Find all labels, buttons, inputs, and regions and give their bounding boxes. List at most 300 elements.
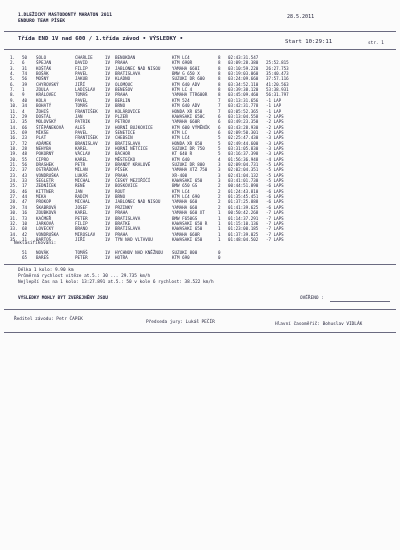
total-time-cell: 03:39:38.120 <box>228 87 259 93</box>
gap-cell: -2 LAPS <box>266 129 284 135</box>
total-time-cell: 03:31:05.830 <box>228 145 259 151</box>
surname-cell: ŠKABROVÁ <box>36 204 57 210</box>
total-time-cell: 03:34:52.110 <box>228 81 259 87</box>
gap-cell: -5 LAPS <box>266 167 284 173</box>
laps-cell: 8 <box>218 76 221 82</box>
nonclassified-label: Neklasifikovani: <box>14 241 57 246</box>
start-number-cell: 37 <box>22 167 28 173</box>
first-name-cell: PAVEL <box>75 97 88 103</box>
laps-cell: 6 <box>218 119 221 125</box>
laps-cell: 5 <box>218 135 221 141</box>
class-cell: 1V <box>105 151 111 157</box>
gap-cell: -2 LAPS <box>266 119 284 125</box>
class-cell: 1V <box>105 140 111 146</box>
gap-cell: -1 LAP <box>266 103 282 109</box>
city-cell: PÍSEK <box>115 167 128 173</box>
city-cell: MĚSTEČKO <box>115 156 136 162</box>
header-rule-bottom <box>4 49 396 50</box>
motorcycle-cell: KTM 690 <box>172 255 190 261</box>
gap-cell: 26:27.753 <box>266 65 289 71</box>
motorcycle-cell: BMW G 650 X <box>172 71 200 77</box>
surname-cell: MÍKŠE <box>36 129 49 135</box>
city-cell: HYCHNOV NAD KNĚŽNOU <box>115 250 163 255</box>
start-number-cell: 16 <box>22 210 28 216</box>
start-number-cell: 39 <box>22 81 28 87</box>
motorcycle-cell: KTM 600 VÝMĚNÍK <box>172 124 210 130</box>
class-cell: 1V <box>105 210 111 216</box>
city-cell: PRZINKY <box>115 204 133 210</box>
surname-cell: KRÁLOVEC <box>36 92 57 98</box>
motorcycle-cell: KTM LC4 690 <box>172 194 200 200</box>
start-number-cell: 31 <box>22 65 28 71</box>
position-cell: 19. <box>10 151 18 157</box>
header-rule-top <box>4 31 396 32</box>
position-cell: 16. <box>10 135 18 141</box>
best-lap: Nejlepší čas na 1 kolo: 13:27.891 at.5.: 50 v kole 6 rychlost: 38.522 km/h <box>18 280 214 285</box>
chief-timekeeper: Hlavní časoměřič: Bohuslav VIDLÁK <box>275 322 363 327</box>
class-cell: 1V <box>105 119 111 125</box>
laps-cell: 8 <box>218 71 221 77</box>
organizer-title: ENDURO TEAM PÍSEK <box>18 19 66 24</box>
gap-cell: -6 LAPS <box>266 194 284 200</box>
total-time-cell: 03:45:09.460 <box>228 92 259 98</box>
city-cell: BRATISLAVA <box>115 140 141 146</box>
class-cell: 1V <box>105 113 111 119</box>
position-cell: 13. <box>10 119 18 125</box>
motorcycle-cell: KTM 524 <box>172 97 190 103</box>
start-number-cell: 42 <box>22 231 28 237</box>
surname-cell: PROKOP <box>36 199 52 205</box>
surname-cell: BOHATÝ <box>36 103 52 109</box>
position-cell: 4. <box>10 71 16 77</box>
total-time-cell: 02:25:47.430 <box>228 135 259 141</box>
position-cell: 35. <box>10 236 18 242</box>
start-number-cell: 28 <box>22 145 28 151</box>
surname-cell: VONDRUŠKA <box>36 231 59 237</box>
surname-cell: POKORNÝ <box>36 151 54 157</box>
laps-cell: 8 <box>218 92 221 98</box>
laps-cell: 2 <box>218 199 221 205</box>
total-time-cell: 01:23:00.185 <box>228 226 259 232</box>
motorcycle-cell: KTM 640 ADV <box>172 103 200 109</box>
first-name-cell: KAREL <box>75 156 88 162</box>
position-cell: 32. <box>10 220 18 226</box>
surname-cell: VONDRUŠKA <box>36 172 59 178</box>
gap-cell: -6 LAPS <box>266 204 284 210</box>
total-time-cell: 03:09:28.380 <box>228 60 259 66</box>
laps-cell: 8 <box>218 60 221 66</box>
total-time-cell: 02:02:04.351 <box>228 167 259 173</box>
first-name-cell: RADIM <box>75 194 88 200</box>
total-time-cell: 02:49:44.600 <box>228 140 259 146</box>
start-number-cell: 17 <box>22 183 28 189</box>
laps-cell: 1 <box>218 215 221 221</box>
first-name-cell: MICHAL <box>75 199 91 205</box>
class-cell: 1V <box>105 215 111 221</box>
gap-cell: -7 LAPS <box>266 231 284 237</box>
total-time-cell: 03:41:01.730 <box>228 178 259 184</box>
position-cell: 15. <box>10 129 18 135</box>
total-time-cell: 00:44:51.890 <box>228 183 259 189</box>
motorcycle-cell: SUZUKI DR 750 <box>172 145 205 151</box>
city-cell: BRATKE <box>115 220 131 226</box>
position-cell: 9. <box>10 97 16 103</box>
laps-cell: 3 <box>218 178 221 184</box>
laps-cell: 8 <box>218 87 221 93</box>
class-cell: 1V <box>105 167 111 173</box>
first-name-cell: KAREL <box>75 210 88 216</box>
motorcycle-cell: SUZUKI 800 <box>172 250 198 255</box>
first-name-cell: TOMÁŠ <box>75 92 88 98</box>
class-cell: 1V <box>105 71 111 77</box>
total-time-cell: 03:43:28.930 <box>228 124 259 130</box>
gap-cell: -2 LAPS <box>266 113 284 119</box>
city-cell: PLZEŇ <box>115 113 128 119</box>
surname-cell: ZEDNÍČEK <box>36 183 57 189</box>
position-cell: 17. <box>10 140 18 146</box>
start-number-cell: 56 <box>22 162 28 167</box>
total-time-cell: 01:48:04.502 <box>228 236 259 242</box>
laps-cell: 2 <box>218 194 221 200</box>
start-number-cell: 65 <box>22 255 28 261</box>
first-name-cell: MICHAL <box>75 178 91 184</box>
motorcycle-cell: YAMAHA XTZ 750 <box>172 167 208 173</box>
first-name-cell: FRANTIŠEK <box>75 135 98 141</box>
class-cell: 1V <box>105 129 111 135</box>
motorcycle-cell: KAWASAKI 650 <box>172 226 203 232</box>
gap-cell: 37:57.116 <box>266 76 289 82</box>
motorcycle-cell: KAWASAKI 650 R <box>172 220 208 226</box>
motorcycle-cell: BMW F650GS <box>172 215 198 221</box>
first-name-cell: PAVEL <box>75 71 88 77</box>
surname-cell: MOLOVSKÝ <box>36 119 57 125</box>
surname-cell: KITTNER <box>36 188 54 194</box>
laps-cell: 5 <box>218 151 221 157</box>
surname-cell: ADÁMEK <box>36 140 52 146</box>
motorcycle-cell: YAMAHA 660R <box>172 119 200 125</box>
total-time-cell: 03:42:31.778 <box>228 103 259 109</box>
position-cell: 12. <box>10 113 18 119</box>
total-time-cell: 01:14:37.291 <box>228 215 259 221</box>
start-number-cell: 51 <box>22 250 28 255</box>
laps-cell: 7 <box>218 103 221 109</box>
laps-cell: 0 <box>218 255 221 261</box>
gap-cell: -3 LAPS <box>266 151 284 157</box>
gap-cell: -2 LAPS <box>266 124 284 130</box>
total-time-cell: 01:41:39.625 <box>228 204 259 210</box>
surname-cell: ŠEGLETR <box>36 178 54 184</box>
start-number-cell: 40 <box>22 97 28 103</box>
surname-cell: ŠPEJAN <box>36 60 52 66</box>
surname-cell: ZOUBKOVÁ <box>36 210 57 216</box>
start-number-cell: 33 <box>22 178 28 184</box>
position-cell: 30. <box>10 210 18 216</box>
first-name-cell: RENÉ <box>75 183 86 189</box>
first-name-cell: VÁCLAV <box>75 151 91 157</box>
start-number-cell: 74 <box>22 71 28 77</box>
city-cell: ROUT <box>115 188 126 194</box>
first-name-cell: PETER <box>75 255 88 261</box>
gap-cell: -3 LAPS <box>266 140 284 146</box>
surname-cell: DOSTÁL <box>36 113 52 119</box>
first-name-cell: LADISLAV <box>75 87 96 93</box>
total-time-cell: 01:37:39.025 <box>228 231 259 237</box>
city-cell: ŠENETICE <box>115 129 136 135</box>
total-time-cell: 01:37:25.888 <box>228 199 259 205</box>
gap-cell: -6 LAPS <box>266 188 284 194</box>
city-cell: ČESKÝ MEZIŘÍČÍ <box>115 178 151 184</box>
motorcycle-cell: KTM LC4 <box>172 188 190 194</box>
stats-rule <box>4 264 396 265</box>
laps-cell: 1 <box>218 210 221 216</box>
motorcycle-cell: KTM LC4 <box>172 135 190 141</box>
gap-cell: 41:20.563 <box>266 81 289 87</box>
surname-cell: MIKA <box>36 194 47 200</box>
total-time-cell: 03:24:09.660 <box>228 76 259 82</box>
gap-cell: -6 LAPS <box>266 183 284 189</box>
total-time-cell: 03:13:31.656 <box>228 97 259 103</box>
first-name-cell: FRANTIŠEK <box>75 108 98 114</box>
surname-cell: KOLA <box>36 97 47 103</box>
city-cell: BÁCHOR <box>115 151 131 157</box>
total-time-cell: 02:09:50.301 <box>228 129 259 135</box>
surname-cell: PLAT <box>36 135 47 141</box>
surname-cell: MOŠNÝ <box>36 76 49 82</box>
publication-note: VÝSLEDKY MOHLY BÝT ZVEŘEJNĚNY JSOU <box>18 296 108 301</box>
winner-average-speed: Průměrná rychlost vítěze at.5.: 30 ... 29.735 km/h <box>18 274 151 279</box>
laps-cell: 3 <box>218 162 221 167</box>
start-number-cell: 56 <box>22 76 28 82</box>
total-time-cell: 01:35:45.451 <box>228 194 259 200</box>
class-cell: 1V <box>105 188 111 194</box>
city-cell: JABLONEC NAD NISOU <box>115 65 161 71</box>
laps-cell: 7 <box>218 97 221 103</box>
position-cell: 5. <box>10 76 16 82</box>
gap-cell: -4 LAPS <box>266 156 284 162</box>
start-number-cell: 50 <box>22 55 28 60</box>
laps-cell: 4 <box>218 156 221 162</box>
surname-cell: BAREŠ <box>36 255 49 261</box>
city-cell: PRAHA <box>115 92 128 98</box>
class-cell: 1V <box>105 81 111 87</box>
class-cell: 1V <box>105 162 111 167</box>
motorcycle-cell: HONDA XR 650 <box>172 108 203 114</box>
class-cell: 1V <box>105 172 111 178</box>
gap-cell: -7 LAPS <box>266 220 284 226</box>
class-cell: 1V <box>105 145 111 151</box>
surname-cell: ŽOHIŠ <box>36 108 49 114</box>
first-name-cell: ALEŠ <box>75 124 86 130</box>
first-name-cell: DAVID <box>75 60 88 66</box>
motorcycle-cell: YAMAHA 660 <box>172 204 198 210</box>
motorcycle-cell: KT 640 R <box>172 151 193 157</box>
first-name-cell: FILIP <box>75 65 88 71</box>
total-time-cell: 03:16:37.398 <box>228 151 259 157</box>
position-cell: 6. <box>10 81 16 87</box>
motorcycle-cell: XR-400 <box>172 172 188 178</box>
motorcycle-cell: YAMAHA 660 XT <box>172 210 205 216</box>
laps-cell: 8 <box>218 81 221 87</box>
motorcycle-cell: KAWASAKI 650 <box>172 236 203 242</box>
first-name-cell: JAKUB <box>75 76 88 82</box>
laps-cell: 1 <box>218 220 221 226</box>
start-number-cell: 68 <box>22 226 28 232</box>
first-name-cell: KAREL <box>75 145 88 151</box>
start-number-cell: 47 <box>22 199 28 205</box>
position-cell: 21. <box>10 162 18 167</box>
total-time-cell: 02:43:31.547 <box>228 55 259 60</box>
start-number-cell: 72 <box>22 140 28 146</box>
class-cell: 1V <box>105 65 111 71</box>
motorcycle-cell: SUZUKI DR 600 <box>172 76 205 82</box>
verified-label: OVĚŘENO : <box>300 296 324 301</box>
start-number-cell: 6 <box>22 60 25 66</box>
surname-cell: LOVECKÝ <box>36 226 54 232</box>
gap-cell: -1 LAP <box>266 108 282 114</box>
city-cell: PRAHA <box>115 60 128 66</box>
motorcycle-cell: KTM LC4 <box>172 55 190 60</box>
race-director: Ředitel závodu: Petr ČAPEK <box>14 317 83 322</box>
class-title: Třída END 1V nad 600 / 1.třída závod • VÝSLEDKY • <box>18 36 184 42</box>
class-cell: 1V <box>105 255 111 261</box>
laps-cell: 3 <box>218 172 221 178</box>
city-cell: CHEBSIN <box>115 135 133 141</box>
laps-cell: 2 <box>218 204 221 210</box>
start-number-cell: 11 <box>22 236 28 242</box>
motorcycle-cell: YAMAHA TTR600R <box>172 92 208 98</box>
first-name-cell: JIŘÍ <box>75 81 86 87</box>
first-name-cell: JOSEF <box>75 204 88 210</box>
class-cell: 1V <box>105 103 111 109</box>
laps-cell: 1 <box>218 226 221 232</box>
laps-cell: 1 <box>218 236 221 242</box>
class-cell: 1V <box>105 55 111 60</box>
first-name-cell: BRANISLAV <box>75 140 98 146</box>
position-cell: 26. <box>10 188 18 194</box>
class-cell: 1V <box>105 87 111 93</box>
gap-cell: -7 LAPS <box>266 210 284 216</box>
city-cell: BERLIN <box>115 97 131 103</box>
city-cell: BRNO <box>115 103 126 109</box>
city-cell: HOTRA <box>115 255 128 261</box>
start-number-cell: 43 <box>22 172 28 178</box>
surname-cell: ŠTĚPÁNEKOVÁ <box>36 124 64 130</box>
gap-cell: -1 LAP <box>266 97 282 103</box>
position-cell: 10. <box>10 103 18 109</box>
motorcycle-cell: KTM 690R <box>172 60 193 66</box>
surname-cell: ZOULA <box>36 87 49 93</box>
laps-cell: 2 <box>218 188 221 194</box>
position-cell: 23. <box>10 172 18 178</box>
laps-cell: 2 <box>218 183 221 189</box>
first-name-cell: CHARLIE <box>75 55 93 60</box>
gap-cell: 56:31.797 <box>266 92 289 98</box>
class-cell: 1V <box>105 60 111 66</box>
class-cell: 1V <box>105 92 111 98</box>
motorcycle-cell: BMW 650 GS <box>172 183 198 189</box>
total-time-cell: 01:56:36.948 <box>228 156 259 162</box>
class-cell: 1V <box>105 135 111 141</box>
city-cell: JABLONEC NAD NISOU <box>115 199 161 205</box>
city-cell: BOSKOVICE <box>115 183 138 189</box>
gap-cell: -5 LAPS <box>266 162 284 167</box>
position-cell: 11. <box>10 108 18 114</box>
surname-cell: NOVÁK <box>36 250 49 255</box>
gap-cell: 35:40.473 <box>266 71 289 77</box>
gap-cell: 25:52.815 <box>266 60 289 66</box>
class-cell: 1V <box>105 124 111 130</box>
motorcycle-cell: YAMAHA 660 <box>172 199 198 205</box>
surname-cell: DRASHEK <box>36 162 54 167</box>
position-cell: 24. <box>10 178 18 184</box>
start-number-cell: 9 <box>22 92 25 98</box>
position-cell: 29. <box>10 204 18 210</box>
city-cell: BRATISLAVA <box>115 215 141 221</box>
motorcycle-cell: KTM 640 <box>172 156 190 162</box>
first-name-cell: MILAN <box>75 167 88 173</box>
first-name-cell: FILIP <box>75 220 88 226</box>
start-number-cell: 34 <box>22 103 28 109</box>
surname-cell: SOLO <box>36 55 47 60</box>
motorcycle-cell: HONDA XR 650 <box>172 140 203 146</box>
laps-cell: 6 <box>218 113 221 119</box>
total-time-cell: 00:50:42.268 <box>228 210 259 216</box>
start-number-cell: 74 <box>22 204 28 210</box>
gap-cell: -5 LAPS <box>266 172 284 178</box>
class-cell: 1V <box>105 194 111 200</box>
class-cell: 1V <box>105 236 111 242</box>
sheet-number: str. 1 <box>368 41 384 46</box>
start-number-cell: 10 <box>22 220 28 226</box>
city-cell: PETROV <box>115 119 131 125</box>
first-name-cell: LUKÁŠ <box>75 172 88 178</box>
first-name-cell: PETR <box>75 162 86 167</box>
start-number-cell: 44 <box>22 194 28 200</box>
total-time-cell: 01:24:43.810 <box>228 188 259 194</box>
total-time-cell: 03:10:59.220 <box>228 65 259 71</box>
city-cell: KLADNO <box>115 76 131 82</box>
start-number-cell: 35 <box>22 119 28 125</box>
class-cell: 1V <box>105 250 111 255</box>
class-cell: 1V <box>105 199 111 205</box>
surname-cell: CHYROVSKÝ <box>36 81 59 87</box>
first-name-cell: MIROSLAV <box>75 231 96 237</box>
gap-cell: -5 LAPS <box>266 178 284 184</box>
class-cell: 1V <box>105 231 111 237</box>
class-cell: 1V <box>105 226 111 232</box>
start-number-cell: 73 <box>22 215 28 221</box>
event-date: 28.5.2011 <box>287 14 315 20</box>
laps-cell: 7 <box>218 108 221 114</box>
gap-cell: -7 LAPS <box>266 226 284 232</box>
verified-signature-line <box>330 301 390 302</box>
motorcycle-cell: YAMAHA 660R <box>172 231 200 237</box>
signature-rule-bottom <box>4 332 396 333</box>
first-name-cell: JAN <box>75 113 83 119</box>
class-cell: 1V <box>105 204 111 210</box>
surname-cell: KOŠTÁK <box>36 65 52 71</box>
start-number-cell: 55 <box>22 156 28 162</box>
surname-cell: OSTRÁDOVÁ <box>36 167 59 173</box>
position-cell: 34. <box>10 231 18 237</box>
total-time-cell: 02:09:04.731 <box>228 162 259 167</box>
laps-cell: 6 <box>218 124 221 130</box>
laps-cell: 6 <box>218 129 221 135</box>
start-number-cell: 48 <box>22 151 28 157</box>
signature-rule-top <box>4 309 396 310</box>
total-time-cell: 01:15:10.136 <box>228 220 259 226</box>
start-time: Start 10:29:11 <box>285 39 333 45</box>
